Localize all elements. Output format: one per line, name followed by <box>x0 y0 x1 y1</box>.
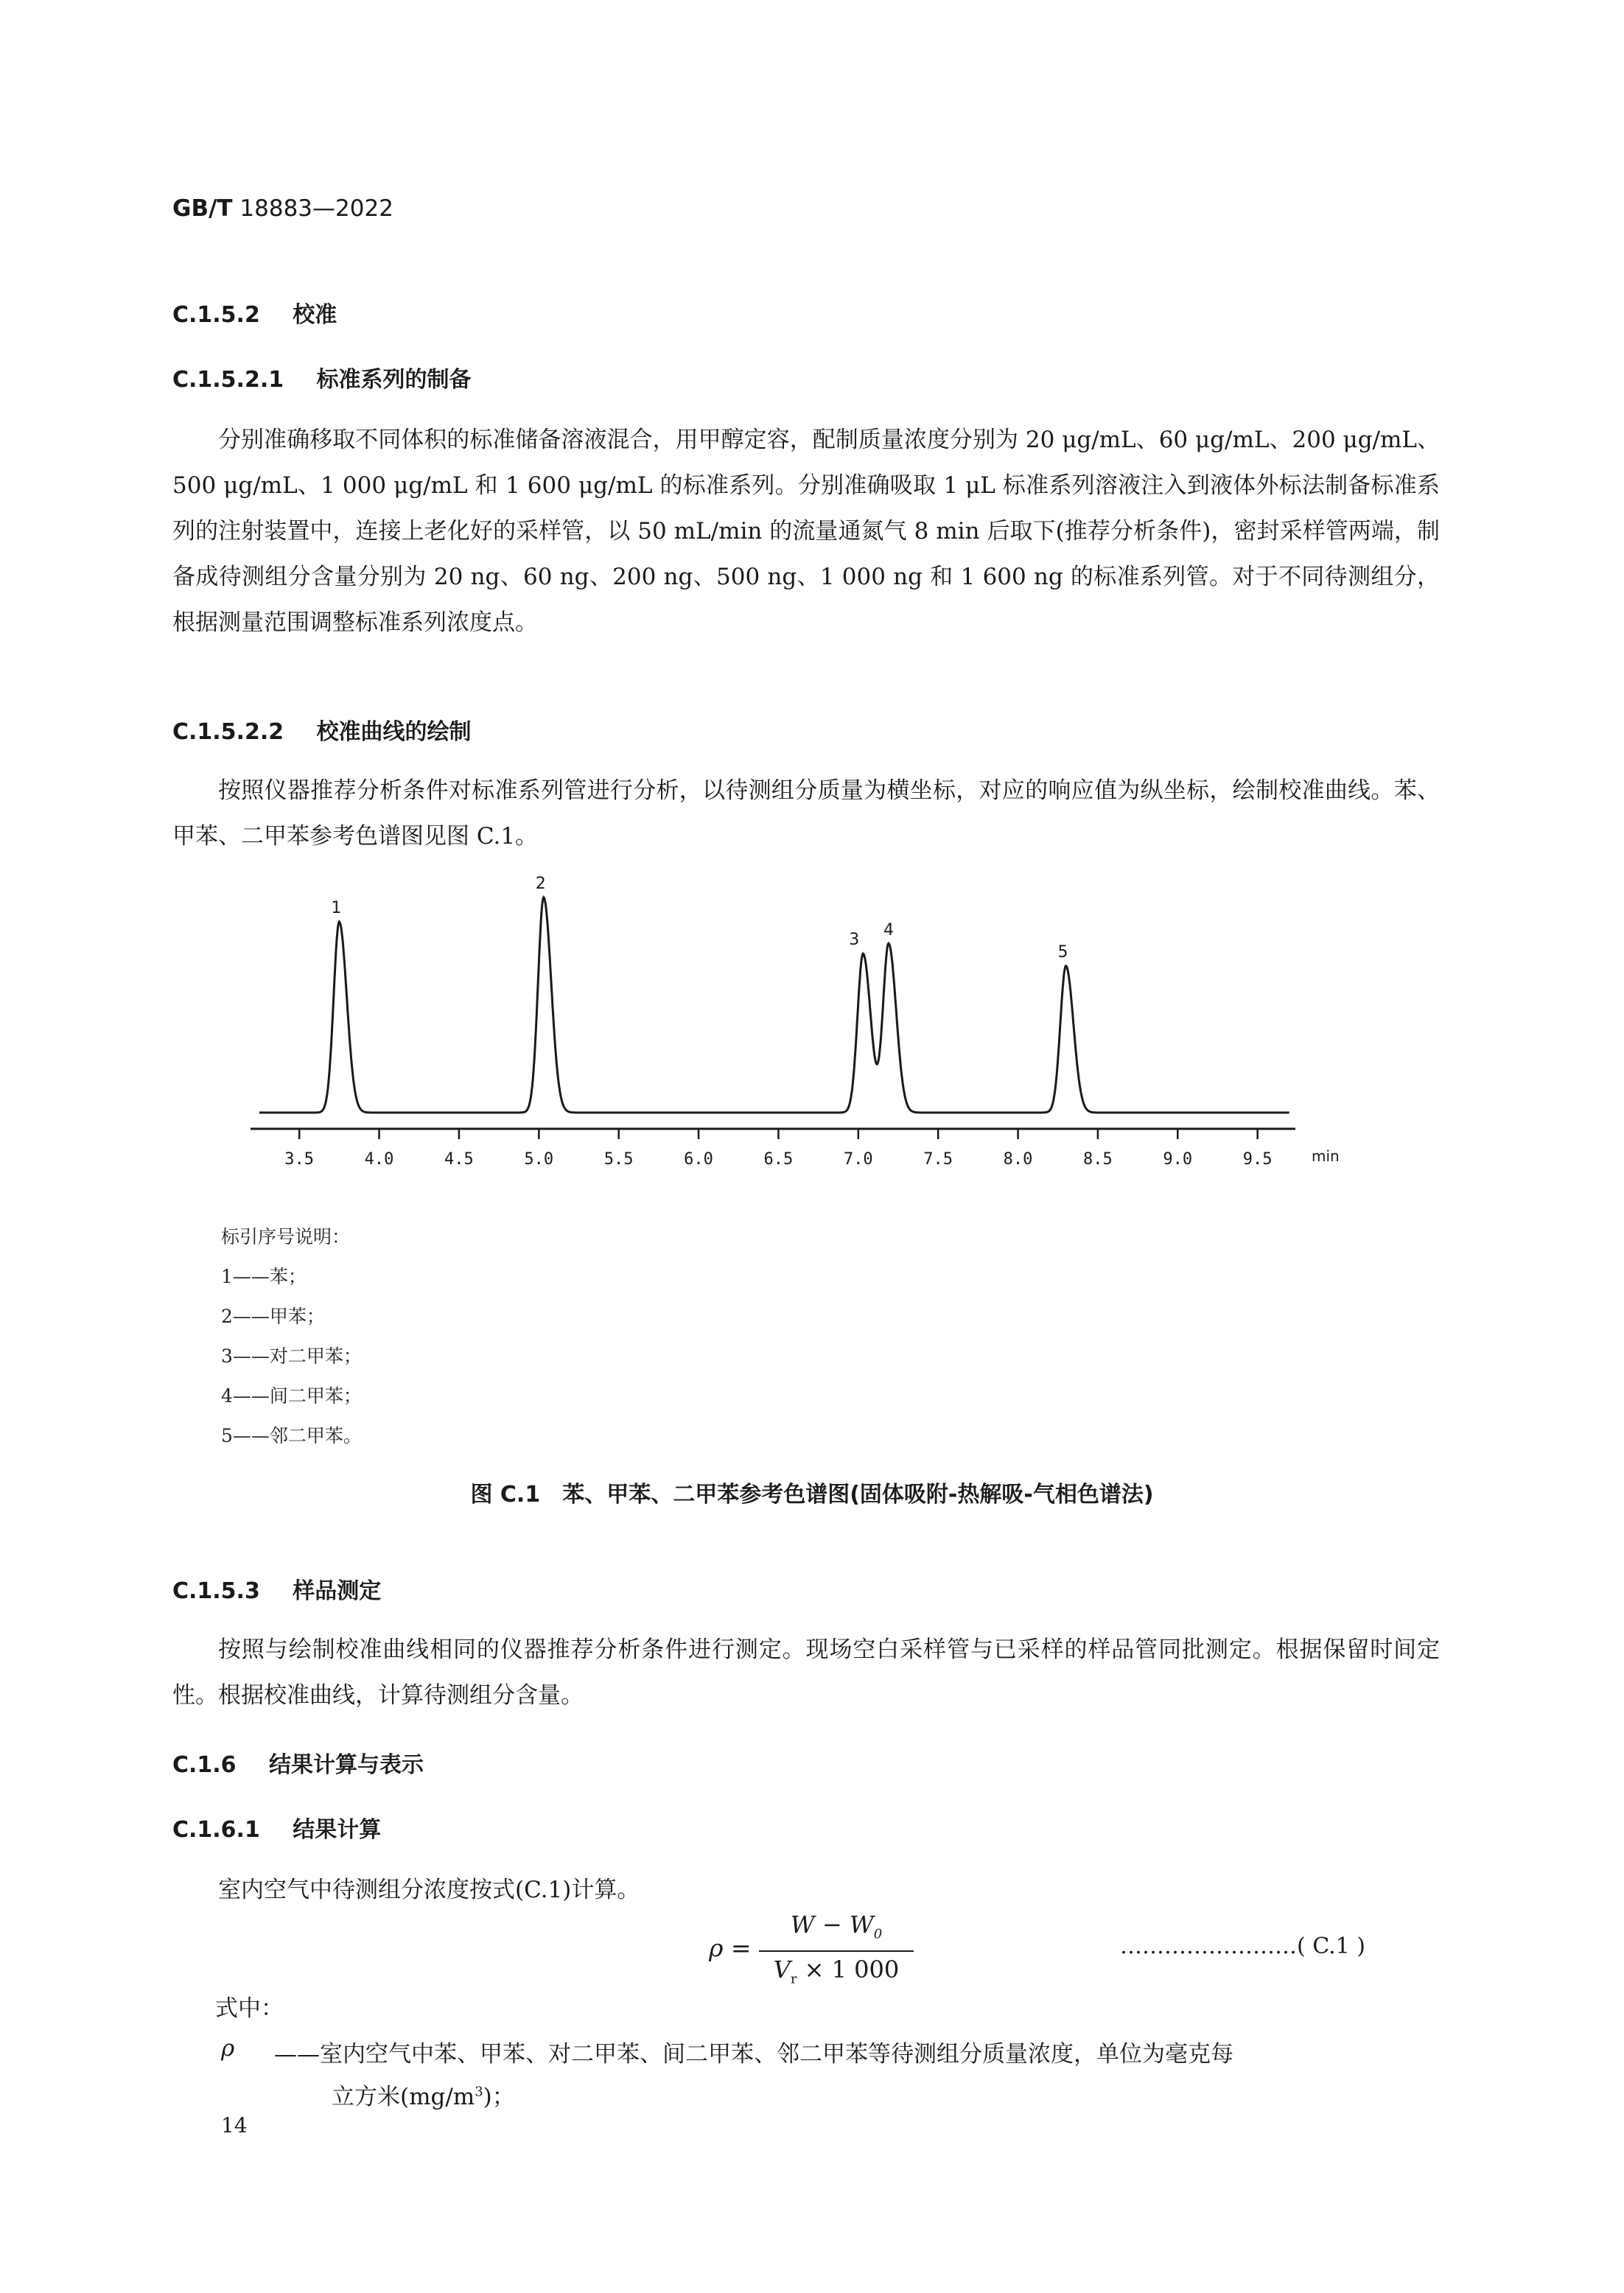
legend-item-4: 4——间二甲苯； <box>221 1385 362 1407</box>
x-axis-tick-label: 8.0 <box>1003 1150 1033 1169</box>
section-title: 标准系列的制备 <box>316 367 472 393</box>
chromatogram-trace <box>259 897 1289 1113</box>
page-number: 14 <box>221 2113 248 2138</box>
standard-number <box>172 195 393 222</box>
paragraph-result-calculation: 室内空气中待测组分浓度按式(C.1)计算。 <box>218 1877 640 1903</box>
standard-code: 18883—2022 <box>239 195 393 222</box>
peak-label: 1 <box>331 899 342 918</box>
formula-denominator: $V_r \times 1$ 000 <box>759 1950 914 1995</box>
x-axis-unit-label: min <box>1312 1147 1340 1165</box>
where-label: 式中： <box>215 1995 284 2022</box>
section-title: 校准曲线的绘制 <box>316 719 472 745</box>
formula-numerator: $W - W_0$ <box>790 1911 883 1942</box>
chromatogram-chart <box>251 847 1341 1194</box>
legend-title: 标引序号说明： <box>221 1226 351 1247</box>
legend-item-1: 1——苯； <box>221 1266 307 1287</box>
x-axis-tick-label: 9.0 <box>1163 1150 1193 1169</box>
peak-label: 3 <box>849 931 860 950</box>
x-axis-tick-label: 5.5 <box>603 1150 634 1169</box>
section-c16-heading <box>172 1746 424 1779</box>
x-axis-tick-label: 7.0 <box>843 1150 873 1169</box>
section-number: C.1.5.3 <box>172 1578 260 1604</box>
paragraph-sample-measurement: 按照与绘制校准曲线相同的仪器推荐分析条件进行测定。现场空白采样管与已采样的样品管同批测定。根据保留时间定性。根据校准曲线，计算待测组分含量。 <box>172 1636 1440 1709</box>
peak-label: 5 <box>1057 942 1068 962</box>
section-number: C.1.6 <box>172 1752 237 1778</box>
formula-denominator-subscript: r <box>790 1971 797 1987</box>
section-number: C.1.6.1 <box>172 1817 260 1843</box>
x-axis-tick-label: 9.5 <box>1242 1150 1273 1169</box>
section-title: 结果计算 <box>293 1817 382 1843</box>
section-c1521-heading <box>172 361 472 393</box>
x-axis-tick-label: 4.5 <box>444 1150 474 1169</box>
x-axis-tick-label: 5.0 <box>524 1150 554 1169</box>
x-axis-tick-label: 7.5 <box>923 1150 953 1169</box>
legend-item-2: 2——甲苯； <box>221 1306 325 1327</box>
formula-fraction <box>759 1908 914 1996</box>
peak-label: 4 <box>883 920 894 939</box>
x-axis-tick-label: 4.0 <box>364 1150 394 1169</box>
where-symbol: ρ <box>221 2035 235 2062</box>
legend-item-3: 3——对二甲苯； <box>221 1345 362 1367</box>
formula-numerator-subscript: 0 <box>873 1926 883 1942</box>
section-number: C.1.5.2 <box>172 302 260 328</box>
x-axis-tick-label: 3.5 <box>284 1150 315 1169</box>
section-number: C.1.5.2.1 <box>172 367 284 393</box>
paragraph-calibration-curve: 按照仪器推荐分析条件对标准系列管进行分析，以待测组分质量为横坐标，对应的响应值为纵坐标，绘制校准曲线。苯、甲苯、二甲苯参考色谱图见图 C.1。 <box>172 777 1440 850</box>
x-axis-tick-label: 6.0 <box>684 1150 713 1169</box>
section-c152-heading <box>172 296 337 329</box>
where-description-line1: ——室内空气中苯、甲苯、对二甲苯、间二甲苯、邻二甲苯等待测组分质量浓度，单位为毫克每 <box>274 2041 1233 2068</box>
formula-tag: ……………………( C.1 ) <box>1120 1933 1365 1959</box>
section-number: C.1.5.2.2 <box>172 719 284 745</box>
section-c153-heading <box>172 1572 381 1605</box>
where-unit-superscript: 3 <box>475 2084 483 2100</box>
section-title: 结果计算与表示 <box>269 1752 424 1778</box>
figure-caption: 图 C.1 苯、甲苯、二甲苯参考色谱图(固体吸附-热解吸-气相色谱法) <box>470 1482 1154 1508</box>
peak-label: 2 <box>535 874 546 893</box>
section-c161-heading <box>172 1811 381 1844</box>
formula-lhs: ρ = <box>709 1933 752 1962</box>
legend-item-5: 5——邻二甲苯。 <box>221 1425 362 1446</box>
x-axis-tick-label: 6.5 <box>763 1150 794 1169</box>
where-description-line2: 立方米$(mg/m^3)$； <box>332 2084 515 2110</box>
section-title: 样品测定 <box>293 1578 382 1604</box>
section-title: 校准 <box>293 302 337 328</box>
paragraph-standard-series: 分别准确移取不同体积的标准储备溶液混合，用甲醇定容，配制质量浓度分别为 20 μg/mL、60 μg/mL、200 μg/mL、500 μg/mL、1 000 μg/mL 和 1 600 μg/mL 的标准系列。分别准确吸取 1 μL 标准系列溶液注入到液体外标法制备标准系列的注射装置中，连接上老化好的采样管，以 50 mL/min 的流量通氮气 8 min 后取下(推荐分析条件)，密封采样管两端，制备成待测组分含量分别为 20 ng、60 ng、200 ng、500 ng、1 000 ng 和 1 600 ng 的标准系列管。对于不同待测组分，根据测量范围调整标准系列浓度点。 <box>172 427 1440 636</box>
x-axis-tick-label: 8.5 <box>1083 1150 1113 1169</box>
section-c1522-heading <box>172 713 472 746</box>
standard-prefix: GB/T <box>172 195 233 222</box>
